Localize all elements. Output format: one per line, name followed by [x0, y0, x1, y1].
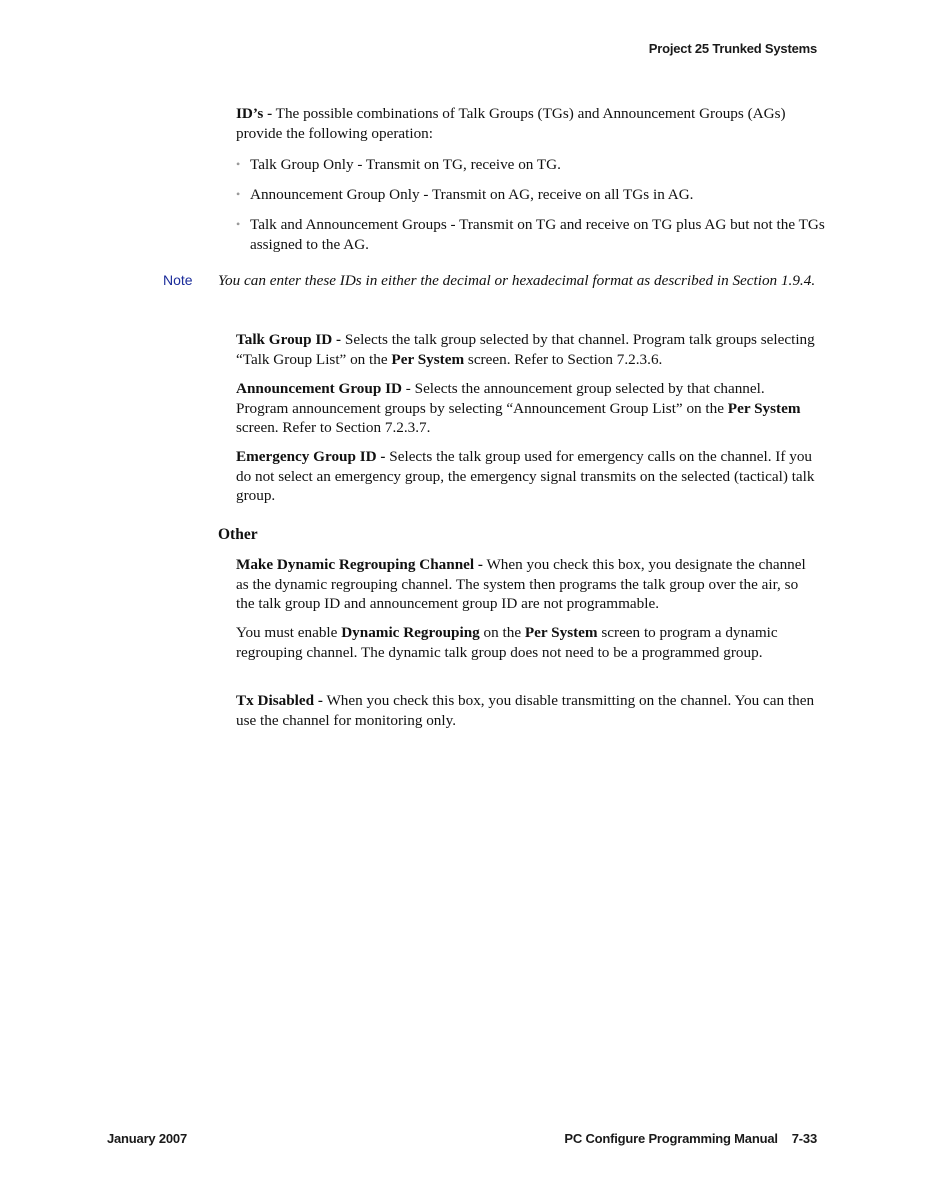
bullet-icon: •: [236, 217, 241, 231]
ids-bullet-list: [236, 0, 825, 260]
emergency-group-id-paragraph: Emergency Group ID - Selects the talk group used for emergency calls on the channel. If you do not select an emergency group, the emergency signal transmits on the selected (tactical) talk group.: [236, 448, 815, 504]
footer-date: January 2007: [107, 1131, 187, 1146]
note-label: Note: [163, 272, 193, 288]
ids-text: The possible combinations of Talk Groups (TGs) and Announcement Groups (AGs) provide the following operation:: [236, 105, 786, 142]
enable-dynamic-regrouping-paragraph: You must enable Dynamic Regrouping on the Per System screen to program a dynamic regrouping channel. The dynamic talk group does not need to be a programmed group.: [236, 624, 778, 661]
note-text: You can enter these IDs in either the decimal or hexadecimal format as described in Section 1.9.4.: [218, 272, 816, 289]
page-number: 7-33: [791, 1131, 817, 1146]
list-item: • Talk Group Only - Transmit on TG, receive on TG.: [236, 156, 561, 173]
ids-lead: ID’s -: [236, 105, 273, 122]
list-item: • Talk and Announcement Groups - Transmit on TG and receive on TG plus AG but not the TGs assigned to the AG.: [236, 216, 825, 253]
running-header: Project 25 Trunked Systems: [648, 41, 817, 56]
bullet-icon: •: [236, 157, 241, 171]
announcement-group-id-paragraph: Announcement Group ID - Selects the announcement group selected by that channel. Program announcement groups by selecting “Announcement Group List” on the Per System screen. Refer to Section 7.2.3.7.: [236, 380, 801, 436]
tx-disabled-paragraph: Tx Disabled - When you check this box, you disable transmitting on the channel. You can then use the channel for monitoring only.: [236, 692, 815, 729]
bullet-icon: •: [236, 187, 241, 201]
other-heading: Other: [218, 526, 258, 543]
list-item: • Announcement Group Only - Transmit on AG, receive on all TGs in AG.: [236, 186, 694, 203]
dynamic-regrouping-paragraph: Make Dynamic Regrouping Channel - When you check this box, you designate the channel as the dynamic regrouping channel. The system then programs the talk group over the air, so the talk group ID and announcement group ID are not programmable.: [236, 556, 806, 612]
talk-group-id-paragraph: Talk Group ID - Selects the talk group selected by that channel. Program talk groups selecting “Talk Group List” on the Per System screen. Refer to Section 7.2.3.6.: [236, 331, 815, 368]
footer-manual-info: [564, 1131, 817, 1146]
footer-manual-title: PC Configure Programming Manual: [564, 1131, 778, 1146]
